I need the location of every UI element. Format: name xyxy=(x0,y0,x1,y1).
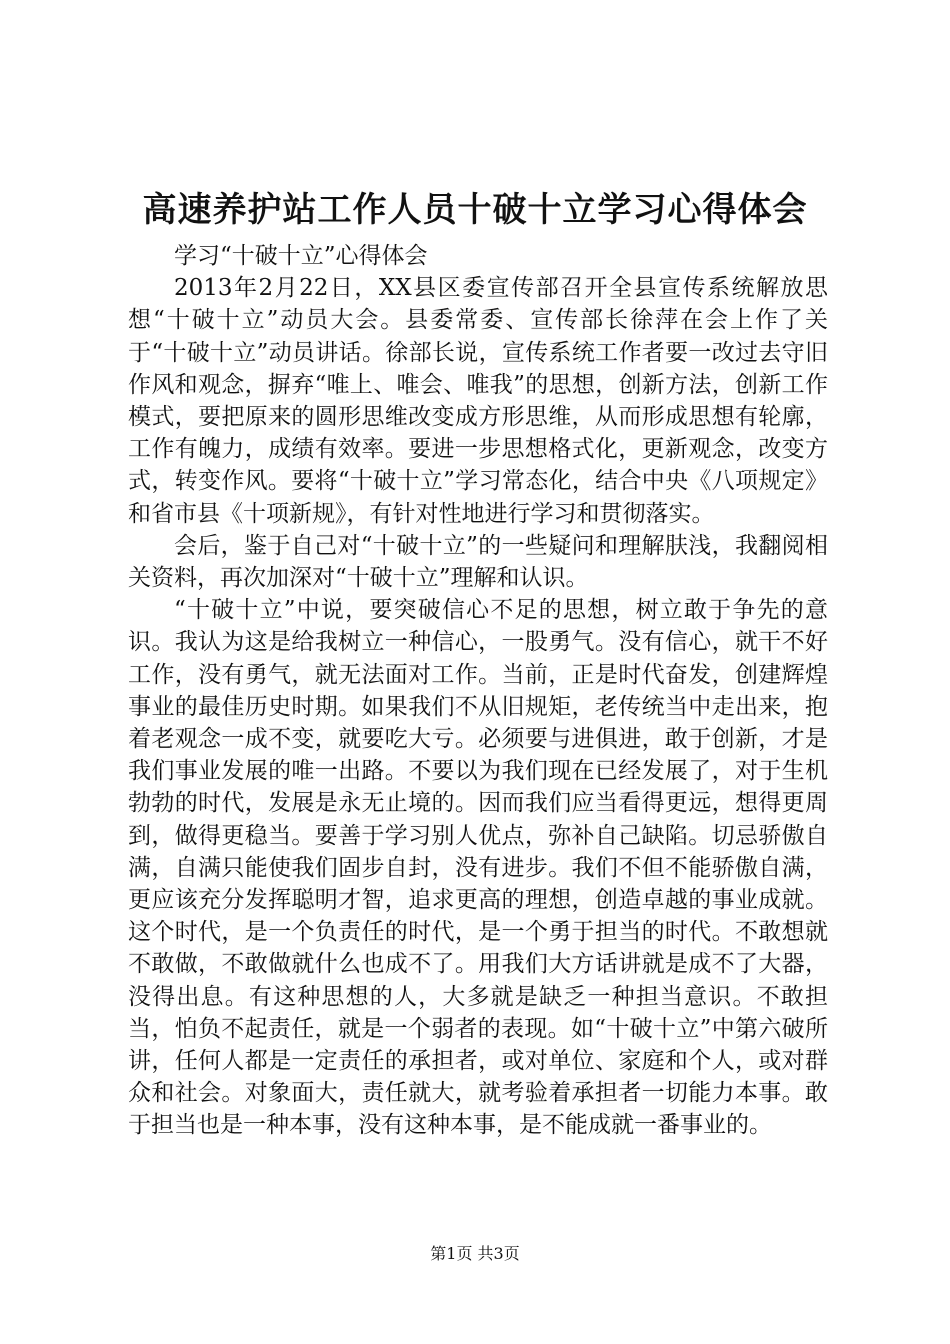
document-title: 高速养护站工作人员十破十立学习心得体会 xyxy=(142,190,808,230)
page-number-footer: 第1页 共3页 xyxy=(430,1244,520,1263)
body-paragraph: 会后，鉴于自己对“十破十立”的一些疑问和理解肤浅，我翻阅相关资料，再次加深对“十破十立”理解和认识。 xyxy=(128,532,828,592)
body-paragraph: 2013年2月22日，XX县区委宣传部召开全县宣传系统解放思想“十破十立”动员大会。县委常委、宣传部长徐萍在会上作了关于“十破十立”动员讲话。徐部长说，宣传系统工作者要一改过去守旧作风和观念，摒弃“唯上、唯会、唯我”的思想，创新方法，创新工作模式，要把原来的圆形思维改变成方形思维，从而形成思想有轮廓，工作有魄力，成绩有效率。要进一步思想格式化，更新观念，改变方式，转变作风。要将“十破十立”学习常态化，结合中央《八项规定》和省市县《十项新规》，有针对性地进行学习和贯彻落实。 xyxy=(128,275,828,527)
subtitle-paragraph: 学习“十破十立”心得体会 xyxy=(174,243,428,269)
document-body xyxy=(128,240,828,1142)
body-paragraph: “十破十立”中说，要突破信心不足的思想，树立敢于争先的意识。我认为这是给我树立一种信心，一股勇气。没有信心，就干不好工作，没有勇气，就无法面对工作。当前，正是时代奋发，创建辉煌事业的最佳历史时期。如果我们不从旧规矩，老传统当中走出来，抱着老观念一成不变，就要吃大亏。必须要与进俱进，敢于创新，才是我们事业发展的唯一出路。不要以为我们现在已经发展了，对于生机勃勃的时代，发展是永无止境的。因而我们应当看得更远，想得更周到，做得更稳当。要善于学习别人优点，弥补自己缺陷。切忌骄傲自满，自满只能使我们固步自封，没有进步。我们不但不能骄傲自满，更应该充分发挥聪明才智，追求更高的理想，创造卓越的事业成就。这个时代，是一个负责任的时代，是一个勇于担当的时代。不敢想就不敢做，不敢做就什么也成不了。用我们大方话讲就是成不了大器，没得出息。有这种思想的人，大多就是缺乏一种担当意识。不敢担当，怕负不起责任，就是一个弱者的表现。如“十破十立”中第六破所讲，任何人都是一定责任的承担者，或对单位、家庭和个人，或对群众和社会。对象面大，责任就大，就考验着承担者一切能力本事。敢于担当也是一种本事，没有这种本事，是不能成就一番事业的。 xyxy=(128,597,828,1139)
